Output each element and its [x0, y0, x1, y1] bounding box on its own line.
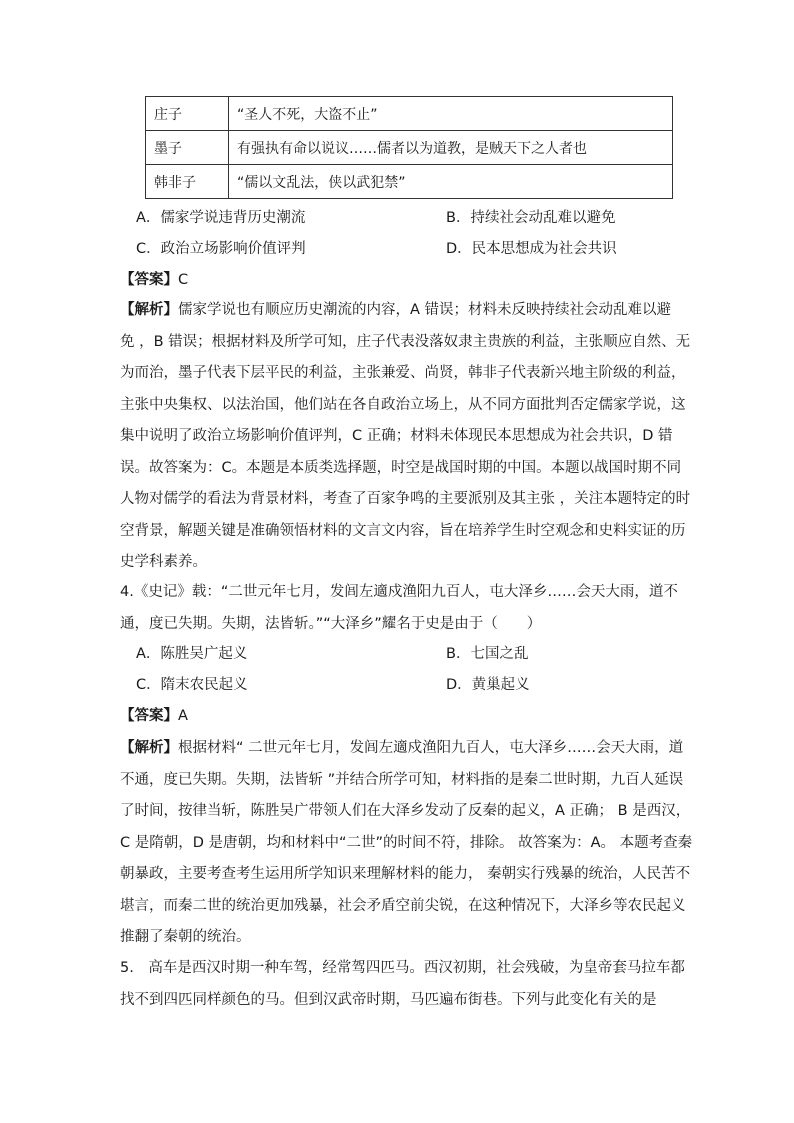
stem-line: 4.《史记》载：“二世元年七月，发闾左適戍渔阳九百人，屯大泽乡……会天大雨，道不 — [120, 584, 678, 600]
analysis-line: 堪言，而秦二世的统治更加残暴，社会矛盾空前尖锐，在这种情况下，大泽乡等农民起义 — [120, 897, 686, 914]
q4-option-b: B．七国之乱 — [446, 646, 529, 662]
analysis-label: 【解析】 — [120, 740, 178, 756]
material-table — [145, 96, 673, 199]
table-row — [146, 97, 673, 131]
analysis-line: 推翻了秦朝的统治。 — [120, 929, 251, 945]
q3-option-d: D．民本思想成为社会共识 — [446, 241, 617, 257]
q5-stem — [120, 953, 685, 1016]
table-cell-content: “圣人不死，大盗不止” — [229, 97, 673, 131]
q3-answer — [120, 270, 188, 290]
q3-option-c: C．政治立场影响价值评判 — [136, 241, 306, 257]
table-cell-name: 韩非子 — [146, 165, 229, 199]
stem-line: 找不到四匹同样颜色的马。但到汉武帝时期，马匹遍布街巷。下列与此变化有关的是 — [120, 991, 657, 1008]
q4-option-a: A．陈胜吴广起义 — [136, 646, 248, 662]
q3-option-a: A．儒家学说违背历史潮流 — [136, 210, 306, 226]
analysis-line: 【解析】根据材料“ 二世元年七月，发闾左適戍渔阳九百人，屯大泽乡……会天大雨，道 — [120, 740, 684, 756]
analysis-line: 为而治，墨子代表下层平民的利益，主张兼爱、尚贤，韩非子代表新兴地主阶级的利益， — [120, 365, 686, 381]
table-cell-name: 墨子 — [146, 131, 229, 165]
answer-label: 【答案】 — [120, 708, 178, 724]
analysis-line: 朝暴政，主要考查考生运用所学知识来理解材料的能力， 秦朝实行残暴的统治，人民苦不 — [120, 866, 691, 882]
table-row — [146, 131, 673, 165]
analysis-line: 了时间，按律当斩，陈胜吴广带领人们在大泽乡发动了反秦的起义，A 正确； B 是西汉， — [120, 803, 691, 819]
q3-analysis — [120, 295, 691, 579]
analysis-line: 空背景，解题关键是准确领悟材料的文言文内容，旨在培养学生时空观念和史料实证的历 — [120, 522, 686, 539]
analysis-line: 主张中央集权、以法治国，他们站在各自政治立场上，从不同方面批判否定儒家学说，这 — [120, 396, 686, 413]
table-cell-name: 庄子 — [146, 97, 229, 131]
q4-analysis — [120, 733, 693, 954]
stem-line: 通，度已失期。失期，法皆斩。”“大泽乡”耀名于史是由于（ ） — [120, 615, 542, 632]
q4-stem — [120, 577, 680, 640]
analysis-line: 人物对儒学的看法为背景材料，考查了百家争鸣的主要派别及其主张 ，关注本题特定的时 — [120, 491, 691, 507]
q4-option-c: C．隋末农民起义 — [136, 677, 248, 693]
analysis-line: 不通，度已失期。失期，法皆斩 ”并结合所学可知，材料指的是秦二世时期，九百人延误 — [120, 771, 684, 788]
q3-option-b: B．持续社会动乱难以避免 — [446, 210, 616, 226]
analysis-label: 【解析】 — [120, 302, 178, 318]
analysis-line: 误。故答案为：C。本题是本质类选择题，时空是战国时期的中国。本题以战国时期不同 — [120, 459, 682, 476]
analysis-line: C 是隋朝，D 是唐朝，均和材料中“二世”的时间不符，排除。 故答案为：A。 本题考查秦 — [120, 834, 693, 851]
table-cell-content: “儒以文乱法，侠以武犯禁” — [229, 165, 673, 199]
q4-option-d: D．黄巢起义 — [446, 677, 530, 693]
answer-label: 【答案】 — [120, 272, 178, 288]
stem-line: 5. 高车是西汉时期一种车驾，经常驾四匹马。西汉初期，社会残破，为皇帝套马拉车都 — [120, 960, 685, 976]
analysis-line: 史学科素养。 — [120, 554, 207, 570]
table-cell-content: 有强执有命以说议……儒者以为道教，是贼天下之人者也 — [229, 131, 673, 165]
answer-value: C — [178, 272, 189, 288]
q4-answer — [120, 706, 188, 726]
analysis-line: 免 ，B 错误；根据材料及所学可知，庄子代表没落奴隶主贵族的利益，主张顺应自然、无 — [120, 333, 691, 350]
analysis-line: 【解析】儒家学说也有顺应历史潮流的内容，A 错误；材料未反映持续社会动乱难以避 — [120, 302, 672, 318]
table-row — [146, 165, 673, 199]
analysis-line: 集中说明了政治立场影响价值评判，C 正确；材料未体现民本思想成为社会共识，D 错 — [120, 428, 673, 444]
answer-value: A — [178, 708, 188, 724]
